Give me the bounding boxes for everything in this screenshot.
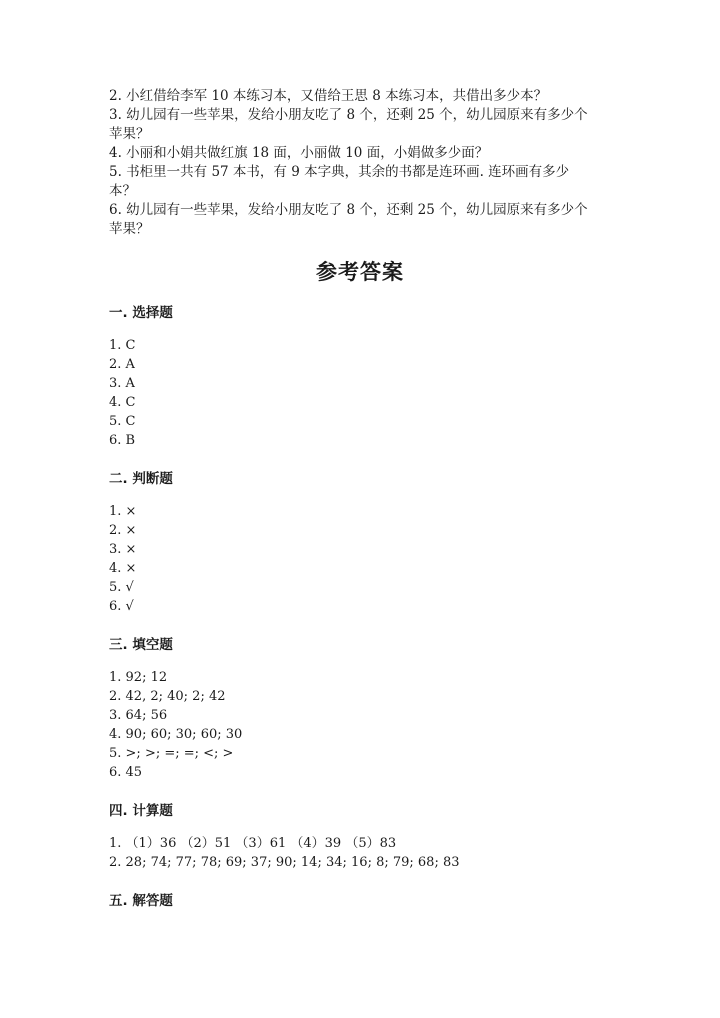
choice-answer: 6. B xyxy=(109,433,136,448)
choice-answer: 2. A xyxy=(109,357,135,372)
judgement-answer: 1. × xyxy=(109,504,137,519)
question-3-cont: 苹果？ xyxy=(109,126,150,142)
section-heading-choice: 一. 选择题 xyxy=(109,305,173,321)
judgement-answer: 5. √ xyxy=(109,580,134,595)
fill-blank-answer: 1. 92; 12 xyxy=(109,670,168,685)
choice-answer: 1. C xyxy=(109,338,136,353)
question-5-cont: 本？ xyxy=(109,183,136,199)
calculation-answer: 1. （1）36 （2）51 （3）61 （4）39 （5）83 xyxy=(109,836,397,851)
question-6: 6. 幼儿园有一些苹果，发给小朋友吃了 8 个，还剩 25 个，幼儿园原来有多少个 xyxy=(109,202,588,218)
section-heading-fill-blank: 三. 填空题 xyxy=(109,637,173,653)
fill-blank-answer: 5. >; >; =; =; <; > xyxy=(109,746,234,761)
fill-blank-answer: 3. 64; 56 xyxy=(109,708,168,723)
question-2: 2. 小红借给李军 10 本练习本，又借给王思 8 本练习本，共借出多少本？ xyxy=(109,88,548,104)
answer-title: 参考答案 xyxy=(316,260,404,284)
question-3: 3. 幼儿园有一些苹果，发给小朋友吃了 8 个，还剩 25 个，幼儿园原来有多少个 xyxy=(109,107,588,123)
section-heading-calculation: 四. 计算题 xyxy=(109,803,173,819)
section-heading-solution: 五. 解答题 xyxy=(109,893,173,909)
question-5: 5. 书柜里一共有 57 本书，有 9 本字典，其余的书都是连环画. 连环画有多少 xyxy=(109,164,570,180)
judgement-answer: 6. √ xyxy=(109,599,134,614)
judgement-answer: 2. × xyxy=(109,523,137,538)
choice-answer: 4. C xyxy=(109,395,136,410)
judgement-answer: 3. × xyxy=(109,542,137,557)
choice-answer: 3. A xyxy=(109,376,135,391)
fill-blank-answer: 2. 42, 2; 40; 2; 42 xyxy=(109,689,226,704)
calculation-answer: 2. 28; 74; 77; 78; 69; 37; 90; 14; 34; 16; 8; 79; 68; 83 xyxy=(109,855,460,870)
section-heading-judgement: 二. 判断题 xyxy=(109,471,173,487)
question-4: 4. 小丽和小娟共做红旗 18 面，小丽做 10 面，小娟做多少面？ xyxy=(109,145,489,161)
judgement-answer: 4. × xyxy=(109,561,137,576)
question-6-cont: 苹果？ xyxy=(109,221,150,237)
fill-blank-answer: 6. 45 xyxy=(109,765,143,780)
fill-blank-answer: 4. 90; 60; 30; 60; 30 xyxy=(109,727,243,742)
choice-answer: 5. C xyxy=(109,414,136,429)
